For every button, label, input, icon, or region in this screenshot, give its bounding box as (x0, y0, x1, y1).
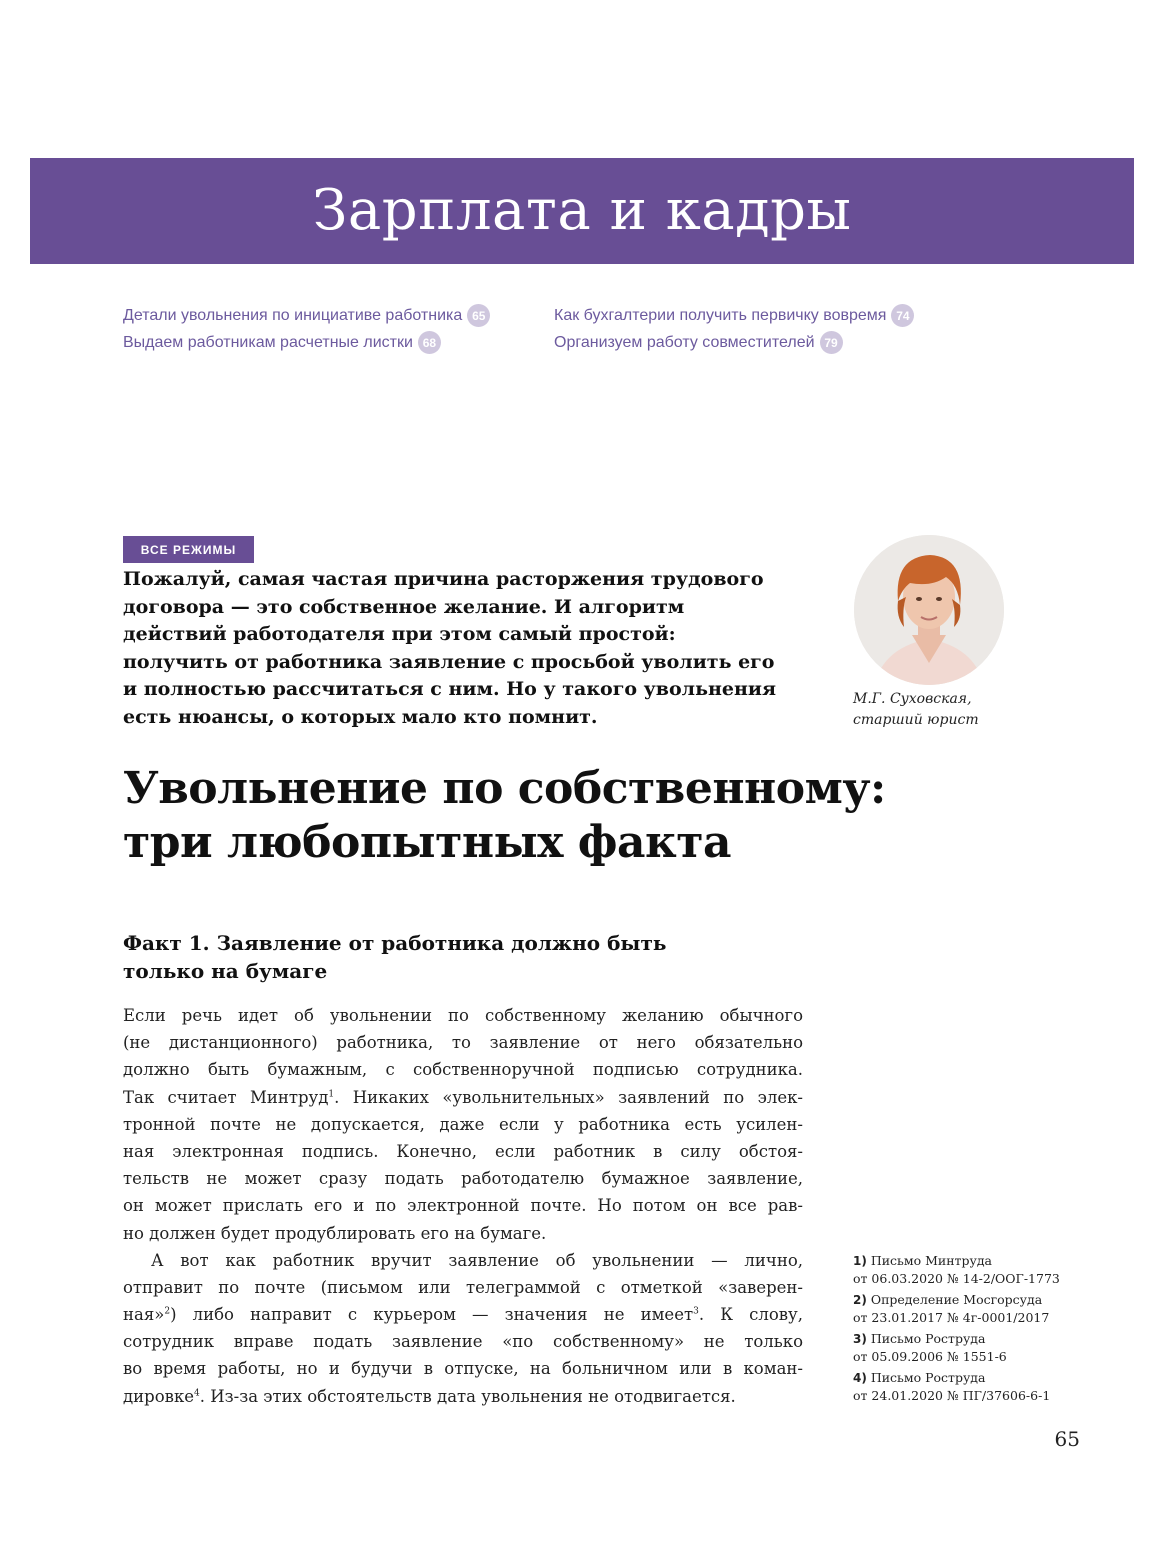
lead-line: Пожалуй, самая частая причина расторжения трудового (123, 568, 764, 590)
body-text: . Никаких «увольнительных» заявлений по элек- (334, 1087, 803, 1107)
footnote-title: Письмо Роструда (870, 1370, 986, 1385)
footnote-ref[interactable]: 2 (164, 1306, 171, 1317)
footnote-title: Письмо Минтруда (870, 1253, 992, 1268)
toc-column-left (123, 302, 543, 356)
body-line: А вот как работник вручит заявление об увольнении — лично, (151, 1250, 803, 1270)
footnote-title: Определение Мосгорсуда (870, 1292, 1043, 1307)
toc-item-label: Детали увольнения по инициативе работника (123, 306, 463, 324)
toc-page-badge: 79 (820, 331, 843, 354)
article-title-line: три любопытных факта (123, 817, 731, 868)
author-caption (853, 689, 1053, 731)
article-body (123, 1002, 803, 1410)
lead-line: договора — это собственное желание. И алгоритм (123, 595, 685, 618)
body-line: сотрудник вправе подать заявление «по собственному» не только (123, 1332, 803, 1352)
lead-line: есть нюансы, о которых мало кто помнит. (123, 705, 598, 728)
footnote-ref-text: от 24.01.2020 № ПГ/37606-6-1 (853, 1388, 1051, 1403)
body-line: должно быть бумажным, с собственноручной подписью сотрудника. (123, 1060, 803, 1080)
footnote-number: 3) (853, 1332, 867, 1346)
body-line: тронной почте не допускается, даже если у работника есть усилен- (123, 1114, 803, 1134)
regime-tag: ВСЕ РЕЖИМЫ (123, 536, 254, 563)
lead-line: действий работодателя при этом самый простой: (123, 623, 676, 645)
body-line: отправит по почте (письмом или телеграммой с отметкой «заверен- (123, 1277, 803, 1297)
article-title-line: Увольнение по собственному: (123, 763, 886, 814)
footnote (853, 1330, 1093, 1366)
toc-item[interactable] (554, 302, 974, 329)
toc-column-right (554, 302, 974, 356)
toc-item-label: Организуем работу совместителей (554, 333, 815, 351)
body-line: он может прислать его и по электронной почте. Но потом он все рав- (123, 1196, 803, 1216)
footnote-ref-text: от 06.03.2020 № 14-2/ООГ-1773 (853, 1271, 1060, 1286)
footnote-ref[interactable]: 4 (194, 1388, 200, 1399)
toc-item[interactable] (123, 302, 543, 329)
body-line: Если речь идет об увольнении по собственному желанию обычного (123, 1006, 803, 1025)
body-line: тельств не может сразу подать работодателю бумажное заявление, (123, 1169, 803, 1189)
lead-paragraph (123, 566, 823, 731)
body-line: ная электронная подпись. Конечно, если работник в силу обстоя- (123, 1141, 803, 1161)
body-text: ная» (123, 1305, 165, 1325)
body-line: но должен будет продублировать его на бумаге. (123, 1223, 547, 1243)
lead-line: получить от работника заявление с просьбой уволить его (123, 650, 775, 673)
toc-page-badge: 68 (418, 331, 441, 354)
footnote-title: Письмо Роструда (870, 1331, 986, 1346)
page-number: 65 (1054, 1427, 1080, 1451)
footnote (853, 1369, 1093, 1405)
footnote-number: 4) (853, 1371, 867, 1385)
footnotes (853, 1252, 1093, 1408)
footnote-ref[interactable]: 1 (328, 1089, 335, 1100)
fact-heading (123, 929, 823, 985)
footnote-ref-text: от 23.01.2017 № 4г-0001/2017 (853, 1310, 1050, 1325)
author-role: старший юрист (853, 712, 979, 728)
footnote-number: 1) (853, 1254, 867, 1268)
toc-item-label: Выдаем работникам расчетные листки (123, 333, 413, 351)
body-line (123, 1084, 803, 1111)
body-text: . К слову, (698, 1305, 803, 1325)
body-line: во время работы, но и будучи в отпуске, на больничном или в коман- (123, 1359, 803, 1379)
body-text: . Из-за этих обстоятельств дата увольнения не отодвигается. (199, 1386, 736, 1406)
section-title: Зарплата и кадры (312, 178, 852, 243)
author-name: М.Г. Суховская, (853, 691, 972, 707)
body-text: Так считает Минтруд (123, 1087, 329, 1107)
body-line (123, 1301, 803, 1328)
section-banner (30, 158, 1134, 264)
author-portrait-icon (854, 535, 1004, 685)
footnote-ref[interactable]: 3 (693, 1306, 699, 1317)
body-text: дировке (123, 1386, 195, 1406)
body-text: ) либо направит с курьером — значения не имеет (170, 1305, 694, 1325)
footnote (853, 1291, 1093, 1327)
body-line: (не дистанционного) работника, то заявление от него обязательно (123, 1033, 803, 1053)
fact-heading-line: только на бумаге (123, 959, 328, 983)
toc-item[interactable] (554, 329, 974, 356)
toc-item[interactable] (123, 329, 543, 356)
footnote-ref-text: от 05.09.2006 № 1551-6 (853, 1349, 1007, 1364)
toc-page-badge: 74 (891, 304, 914, 327)
footnote-number: 2) (853, 1293, 867, 1307)
toc-page-badge: 65 (467, 304, 490, 327)
author-photo (854, 535, 1004, 685)
body-line (123, 1383, 803, 1410)
footnote (853, 1252, 1093, 1288)
article-title (123, 762, 1023, 870)
fact-heading-line: Факт 1. Заявление от работника должно быть (123, 931, 667, 955)
toc-item-label: Как бухгалтерии получить первичку вовремя (554, 306, 887, 324)
lead-line: и полностью рассчитаться с ним. Но у такого увольнения (123, 678, 777, 700)
